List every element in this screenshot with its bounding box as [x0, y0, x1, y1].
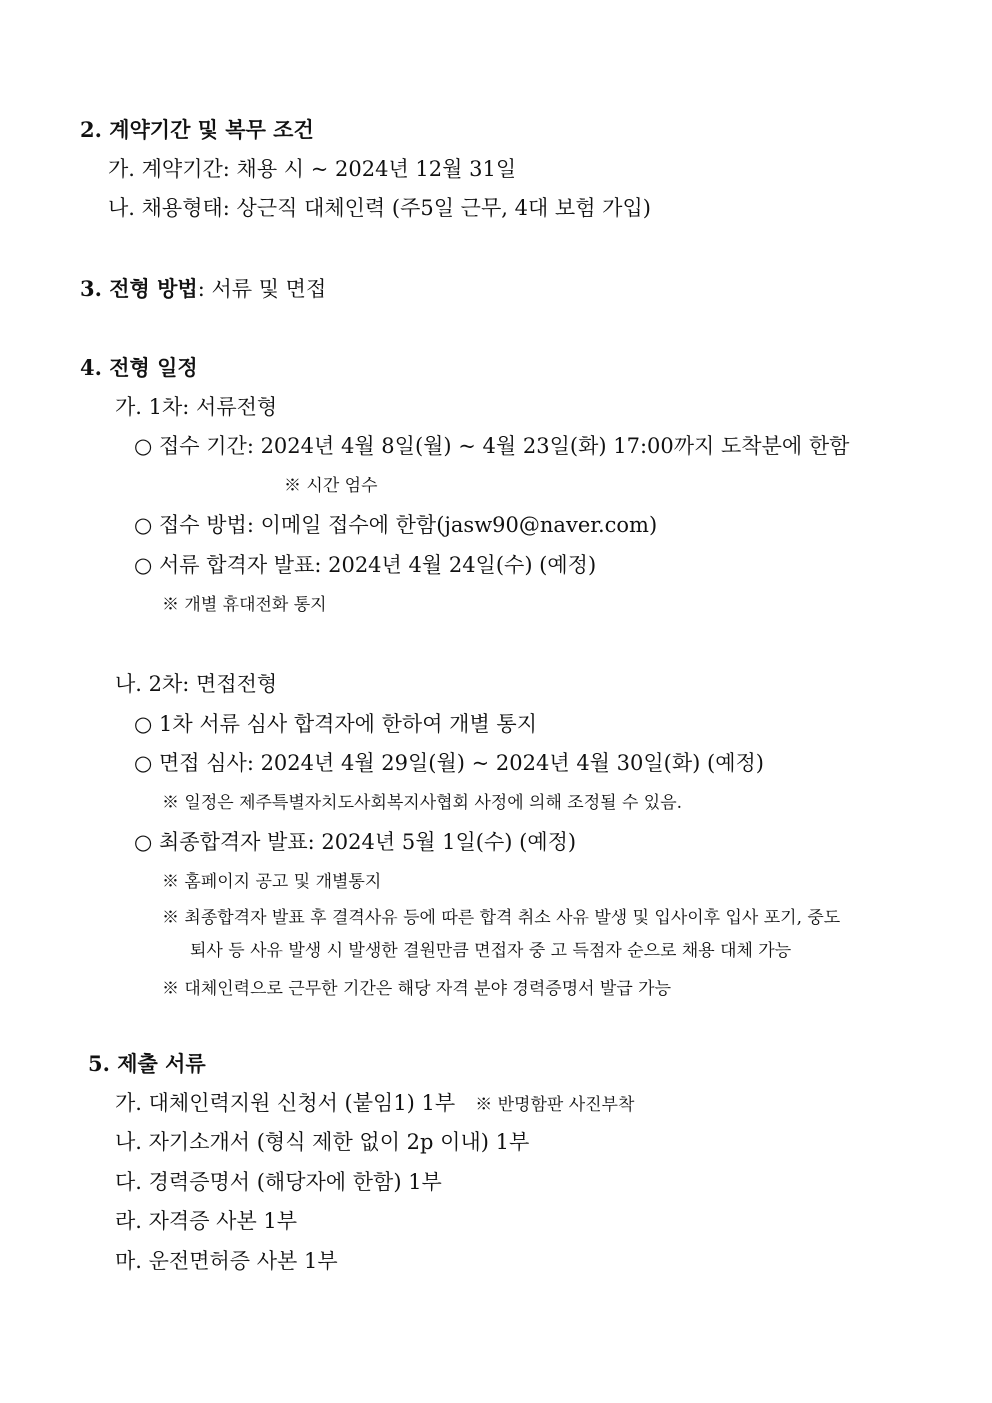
- interview-schedule-note: ※ 일정은 제주특별자치도사회복지사협회 사정에 의해 조정될 수 있음.: [162, 793, 683, 813]
- document-application-form: [115, 1093, 634, 1114]
- final-note-replacement-line1: ※ 최종합격자 발표 후 결격사유 등에 따른 합격 취소 사유 발생 및 입사이후 입사 포기, 중도: [162, 908, 841, 928]
- document-self-introduction: 나. 자기소개서 (형식 제한 없이 2p 이내) 1부: [115, 1130, 530, 1154]
- interview-schedule: ○ 면접 심사: 2024년 4월 29일(월) ~ 2024년 4월 30일(화) (예정): [134, 751, 764, 775]
- document-application-form-label: 가. 대체인력지원 신청서 (붙임1) 1부: [115, 1091, 456, 1115]
- application-period: ○ 접수 기간: 2024년 4월 8일(월) ~ 4월 23일(화) 17:00까지 도착분에 한함: [134, 434, 850, 458]
- final-note-certificate: ※ 대체인력으로 근무한 기간은 해당 자격 분야 경력증명서 발급 가능: [162, 979, 672, 999]
- employment-type: 나. 채용형태: 상근직 대체인력 (주5일 근무, 4대 보험 가입): [108, 196, 651, 220]
- interview-notice: ○ 1차 서류 심사 합격자에 한하여 개별 통지: [134, 712, 537, 736]
- stage-1-heading: 가. 1차: 서류전형: [115, 395, 278, 419]
- section-2-title: 2. 계약기간 및 복무 조건: [80, 117, 314, 142]
- section-3-title: [80, 278, 326, 300]
- document-driver-license-copy: 마. 운전면허증 사본 1부: [115, 1249, 338, 1273]
- section-3-title-rest: : 서류 및 면접: [197, 277, 327, 301]
- application-method: ○ 접수 방법: 이메일 접수에 한함(jasw90@naver.com): [134, 513, 658, 537]
- section-3-title-bold: 3. 전형 방법: [80, 276, 198, 301]
- section-4-title: 4. 전형 일정: [80, 355, 198, 380]
- document-career-certificate: 다. 경력증명서 (해당자에 한함) 1부: [115, 1170, 442, 1194]
- section-5-title: 5. 제출 서류: [88, 1051, 206, 1076]
- application-period-note: ※ 시간 엄수: [284, 476, 378, 496]
- document-pass-announcement: ○ 서류 합격자 발표: 2024년 4월 24일(수) (예정): [134, 553, 597, 577]
- document-pass-note: ※ 개별 휴대전화 통지: [162, 595, 327, 615]
- final-note-homepage: ※ 홈페이지 공고 및 개별통지: [162, 872, 382, 892]
- stage-2-heading: 나. 2차: 면접전형: [115, 672, 278, 696]
- document-license-copy: 라. 자격증 사본 1부: [115, 1209, 298, 1233]
- final-note-replacement-line2: 퇴사 등 사유 발생 시 발생한 결원만큼 면접자 중 고 득점자 순으로 채용 대체 가능: [190, 941, 792, 961]
- document-photo-note: ※ 반명함판 사진부착: [475, 1095, 635, 1115]
- final-announcement: ○ 최종합격자 발표: 2024년 5월 1일(수) (예정): [134, 830, 577, 854]
- contract-period: 가. 계약기간: 채용 시 ~ 2024년 12월 31일: [108, 157, 517, 181]
